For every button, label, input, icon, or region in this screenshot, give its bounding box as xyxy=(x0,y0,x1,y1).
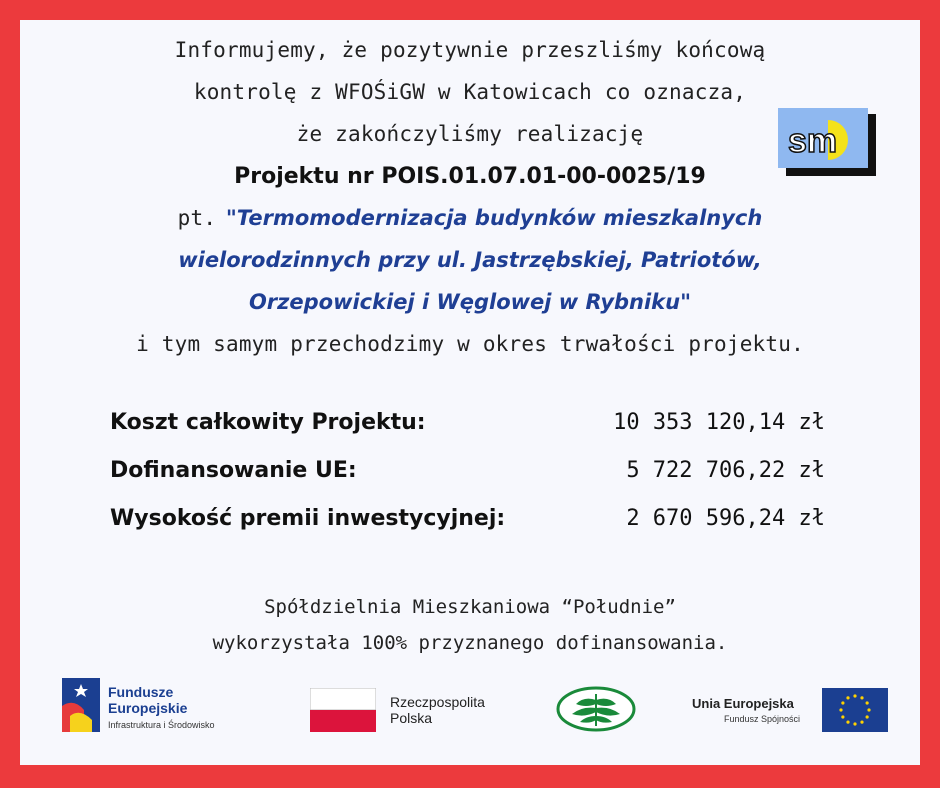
cost-value-total: 10 353 120,14 zł xyxy=(613,410,825,435)
project-title-line-1 xyxy=(20,206,920,230)
ue-line-1: Unia Europejska xyxy=(692,696,794,711)
ue-line-2: Fundusz Spójności xyxy=(724,714,801,724)
eu-star xyxy=(866,715,869,718)
footer-line-2: wykorzystała 100% przyznanego dofinansowania. xyxy=(212,632,728,654)
title-text-1: "Termomodernizacja budynków mieszkalnych xyxy=(225,206,763,230)
eu-star xyxy=(860,696,863,699)
polish-flag-icon xyxy=(310,688,376,732)
cost-value-premium: 2 670 596,24 zł xyxy=(626,506,825,531)
content-panel xyxy=(20,20,920,765)
eu-star xyxy=(860,721,863,724)
project-title-line-2: wielorodzinnych przy ul. Jastrzębskiej, Patriotów, xyxy=(178,248,762,272)
cost-label-total: Koszt całkowity Projektu: xyxy=(110,410,426,435)
eu-star xyxy=(867,708,870,711)
durability-text: i tym samym przechodzimy w okres trwałości projektu. xyxy=(136,332,804,356)
rp-line-2: Polska xyxy=(390,710,433,726)
intro-line-1: Informujemy, że pozytywnie przeszliśmy końcową xyxy=(174,38,766,62)
fe-line-1: Fundusze xyxy=(108,684,174,700)
funding-logos xyxy=(20,678,920,748)
smp-logo xyxy=(778,108,878,176)
eu-star xyxy=(866,701,869,704)
cost-label-eu: Dofinansowanie UE: xyxy=(110,458,357,483)
fe-line-2: Europejskie xyxy=(108,700,188,716)
smp-logo-text: sm xyxy=(788,122,838,160)
project-title-line-3: Orzepowickiej i Węglowej w Rybniku" xyxy=(248,290,692,314)
eu-star xyxy=(841,701,844,704)
cost-label-premium: Wysokość premii inwestycyjnej: xyxy=(110,506,506,531)
eu-star xyxy=(839,708,842,711)
fe-line-3: Infrastruktura i Środowisko xyxy=(108,720,215,730)
project-number: Projektu nr POIS.01.07.01-00-0025/19 xyxy=(234,164,706,189)
eu-star xyxy=(846,721,849,724)
eu-flag-icon xyxy=(822,688,888,732)
footer-line-1: Spółdzielnia Mieszkaniowa “Południe” xyxy=(264,596,676,618)
rp-line-1: Rzeczpospolita xyxy=(390,694,485,710)
intro-line-3: że zakończyliśmy realizację xyxy=(296,122,644,146)
eu-star xyxy=(841,715,844,718)
wfosigw-emblem-icon xyxy=(556,686,636,732)
eu-star xyxy=(846,696,849,699)
eu-star xyxy=(853,694,856,697)
cost-value-eu: 5 722 706,22 zł xyxy=(626,458,825,483)
fundusze-europejskie-icon xyxy=(62,678,100,732)
eu-star xyxy=(853,722,856,725)
title-prefix: pt. xyxy=(177,206,217,230)
intro-line-2: kontrolę z WFOŚiGW w Katowicach co oznacza, xyxy=(193,80,747,104)
